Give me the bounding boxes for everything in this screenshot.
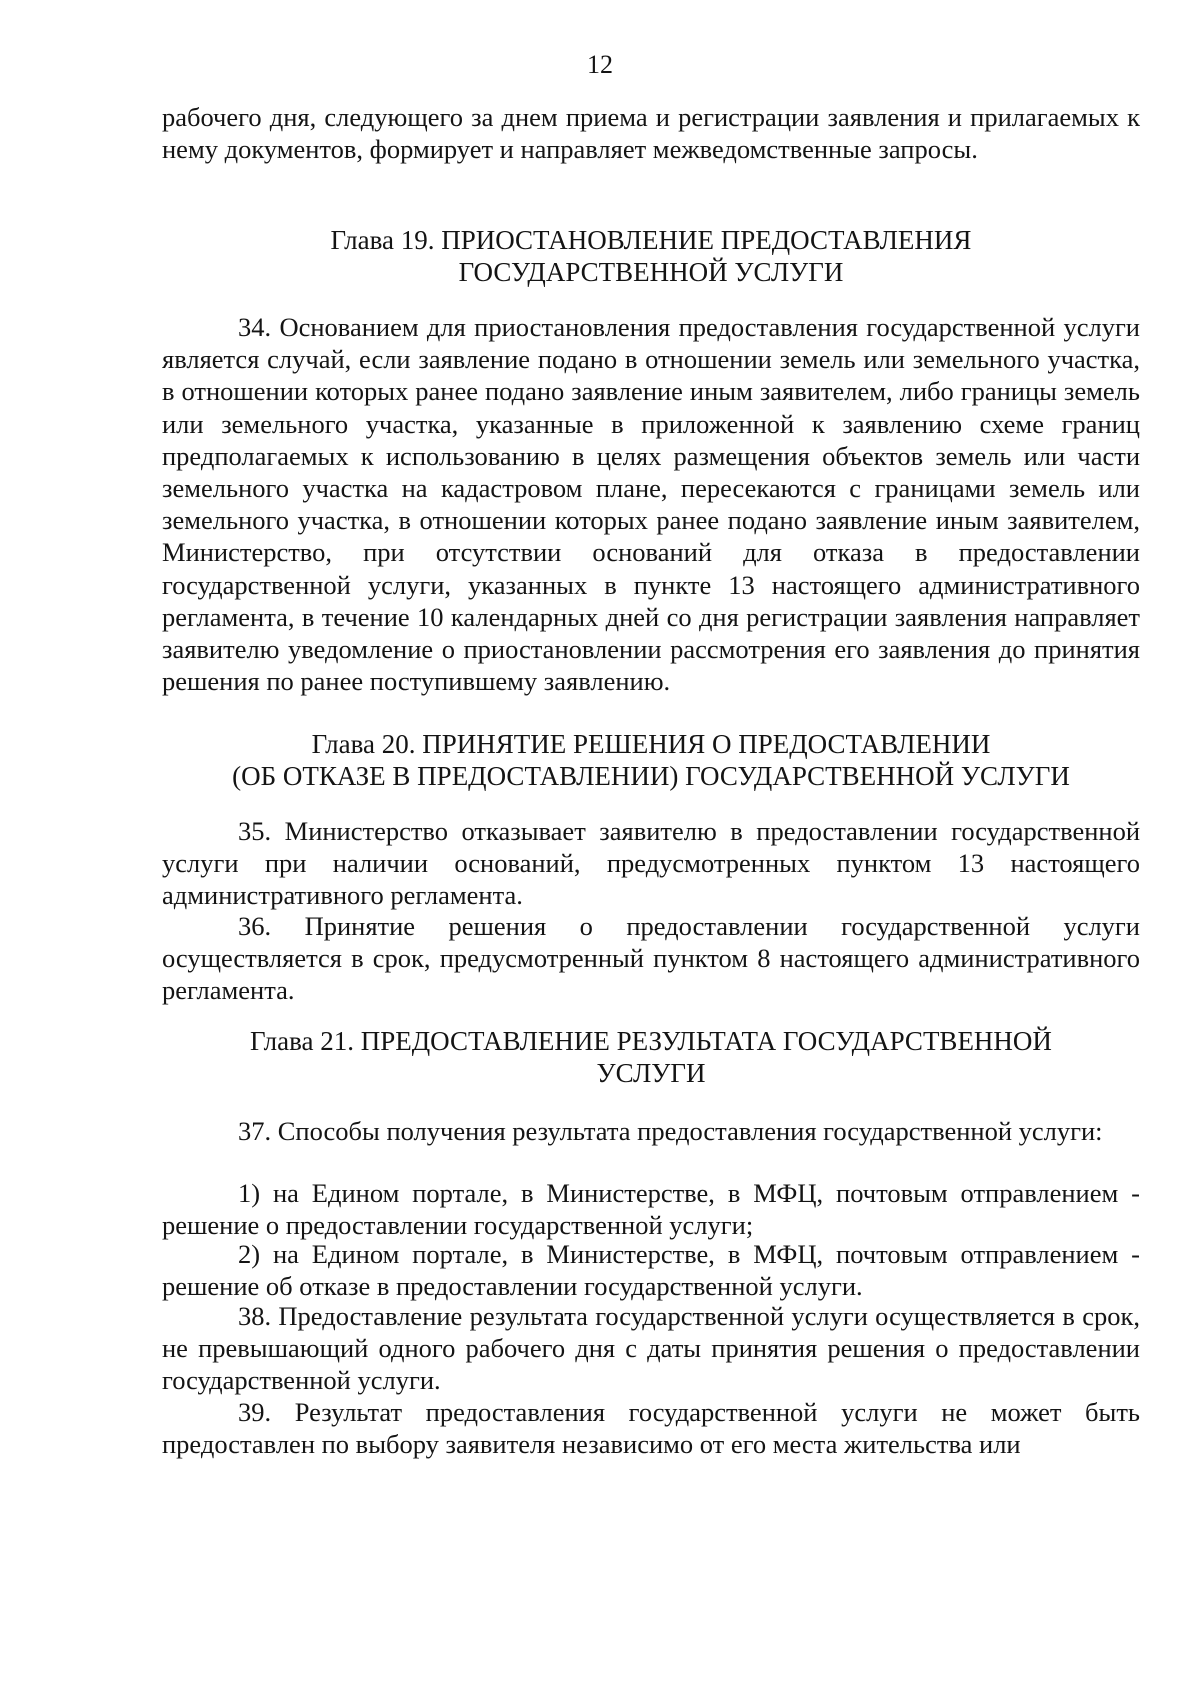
chapter-19-heading-line2: ГОСУДАРСТВЕННОЙ УСЛУГИ <box>458 257 844 287</box>
chapter-20-heading <box>162 728 1140 792</box>
chapter-21-heading-line1: Глава 21. ПРЕДОСТАВЛЕНИЕ РЕЗУЛЬТАТА ГОСУДАРСТВЕННОЙ <box>250 1026 1052 1056</box>
chapter-20-heading-line2: (ОБ ОТКАЗЕ В ПРЕДОСТАВЛЕНИИ) ГОСУДАРСТВЕННОЙ УСЛУГИ <box>232 761 1070 791</box>
chapter-21-heading <box>162 1025 1140 1089</box>
chapter-19-heading-line1: Глава 19. ПРИОСТАНОВЛЕНИЕ ПРЕДОСТАВЛЕНИЯ <box>330 225 972 255</box>
paragraph-38: 38. Предоставление результата государственной услуги осуществляется в срок, не превышающий одного рабочего дня с даты принятия решения о предоставлении государственной услуги. <box>162 1301 1140 1396</box>
page-number: 12 <box>587 50 613 79</box>
paragraph-39: 39. Результат предоставления государственной услуги не может быть предоставлен по выбору заявителя независимо от его места жительства или <box>162 1397 1140 1460</box>
paragraph-35: 35. Министерство отказывает заявителю в предоставлении государственной услуги при наличии оснований, предусмотренных пунктом 13 настоящего административного регламента. <box>162 816 1140 911</box>
chapter-19-heading <box>162 224 1140 288</box>
paragraph-37-item-1: 1) на Едином портале, в Министерстве, в МФЦ, почтовым отправлением - решение о предоставлении государственной услуги; <box>162 1178 1140 1241</box>
paragraph-36: 36. Принятие решения о предоставлении государственной услуги осуществляется в срок, предусмотренный пунктом 8 настоящего административного регламента. <box>162 911 1140 1006</box>
paragraph-34: 34. Основанием для приостановления предоставления государственной услуги является случай, если заявление подано в отношении земель или земельного участка, в отношении которых ранее подано заявление иным заявителем, либо границы земель или земельного участка, указанные в приложенной к заявлению схеме границ предполагаемых к использованию в целях размещения объектов земель или части земельного участка на кадастровом плане, пересекаются с границами земель или земельного участка, в отношении которых ранее подано заявление иным заявителем, Министерство, при отсутствии оснований для отказа в предоставлении государственной услуги, указанных в пункте 13 настоящего административного регламента, в течение 10 календарных дней со дня регистрации заявления направляет заявителю уведомление о приостановлении рассмотрения его заявления до принятия решения по ранее поступившему заявлению. <box>162 312 1140 697</box>
paragraph-37-item-2: 2) на Едином портале, в Министерстве, в МФЦ, почтовым отправлением - решение об отказе в предоставлении государственной услуги. <box>162 1239 1140 1302</box>
chapter-20-heading-line1: Глава 20. ПРИНЯТИЕ РЕШЕНИЯ О ПРЕДОСТАВЛЕНИИ <box>311 729 991 759</box>
chapter-21-heading-line2: УСЛУГИ <box>596 1058 706 1088</box>
paragraph-37: 37. Способы получения результата предоставления государственной услуги: <box>238 1116 1103 1146</box>
intro-paragraph: рабочего дня, следующего за днем приема и регистрации заявления и прилагаемых к нему документов, формирует и направляет межведомственные запросы. <box>162 102 1140 165</box>
